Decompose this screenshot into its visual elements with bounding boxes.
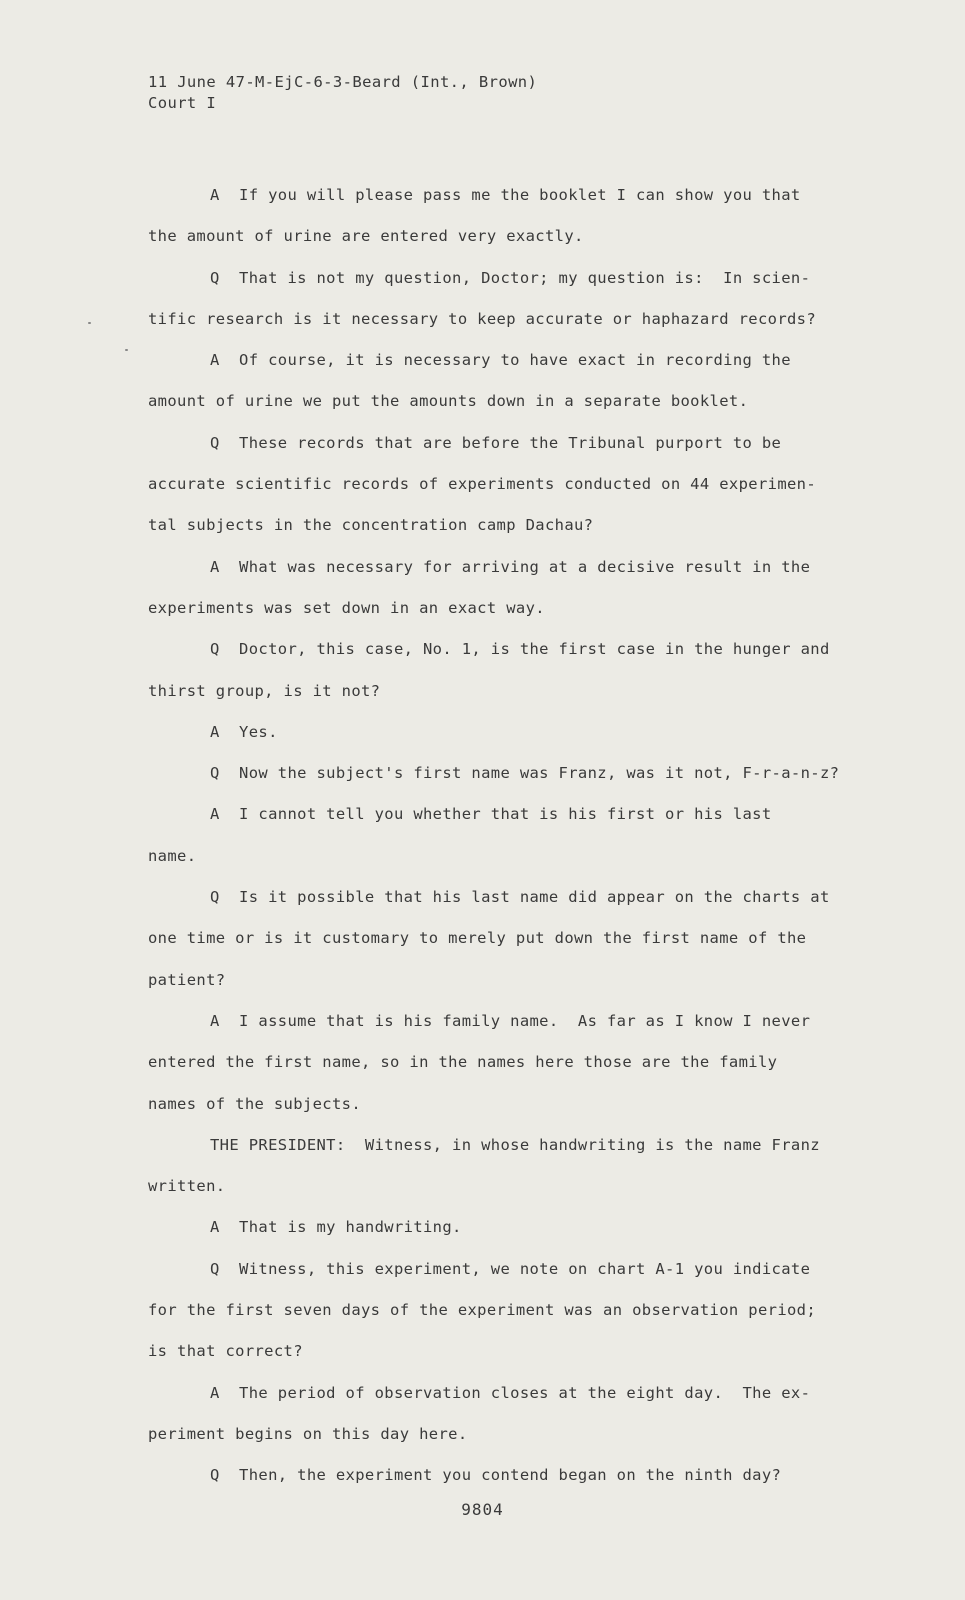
transcript-line: the amount of urine are entered very exactly. [148,227,584,246]
paper-speck [88,322,91,324]
transcript-line: A Yes. [210,722,278,741]
transcript-line: names of the subjects. [148,1094,361,1113]
transcript-line: written. [148,1177,226,1196]
transcript-line: accurate scientific records of experiments conducted on 44 experimen- [148,475,817,494]
transcript-line: A What was necessary for arriving at a decisive result in the [210,557,811,576]
header-reference: 11 June 47-M-EjC-6-3-Beard (Int., Brown) [148,73,538,91]
transcript-line: A Of course, it is necessary to have exact in recording the [210,351,791,370]
transcript-line: THE PRESIDENT: Witness, in whose handwriting is the name Franz [210,1135,820,1154]
paper-speck [125,349,128,351]
transcript-body [148,175,888,1497]
transcript-line: A The period of observation closes at the eight day. The ex- [210,1383,811,1402]
transcript-line: entered the first name, so in the names here those are the family [148,1053,778,1072]
transcript-line: tal subjects in the concentration camp Dachau? [148,516,594,535]
transcript-line: tific research is it necessary to keep accurate or haphazard records? [148,309,817,328]
page-number: 9804 [461,1500,504,1519]
transcript-line: Q Then, the experiment you contend began on the ninth day? [210,1466,782,1485]
transcript-line: A I cannot tell you whether that is his first or his last [210,805,772,824]
header-court: Court I [148,94,217,112]
transcript-line: Q Now the subject's first name was Franz, was it not, F-r-a-n-z? [210,764,840,783]
transcript-line: for the first seven days of the experiment was an observation period; [148,1301,817,1320]
transcript-line: is that correct? [148,1342,303,1361]
transcript-line: Q Doctor, this case, No. 1, is the first case in the hunger and [210,640,830,659]
document-header [148,72,537,114]
transcript-line: name. [148,846,197,865]
transcript-line: experiments was set down in an exact way. [148,598,545,617]
transcript-line: thirst group, is it not? [148,681,381,700]
transcript-line: Q These records that are before the Tribunal purport to be [210,433,782,452]
transcript-line: A I assume that is his family name. As far as I know I never [210,1011,811,1030]
transcript-line: Q Is it possible that his last name did appear on the charts at [210,888,830,907]
transcript-line: Q Witness, this experiment, we note on chart A-1 you indicate [210,1259,811,1278]
transcript-line: amount of urine we put the amounts down in a separate booklet. [148,392,749,411]
transcript-line: Q That is not my question, Doctor; my question is: In scien- [210,268,811,287]
transcript-line: A That is my handwriting. [210,1218,462,1237]
transcript-line: one time or is it customary to merely put down the first name of the [148,929,807,948]
transcript-line: A If you will please pass me the booklet I can show you that [210,186,801,204]
transcript-line: periment begins on this day here. [148,1424,468,1443]
transcript-line: patient? [148,970,226,989]
